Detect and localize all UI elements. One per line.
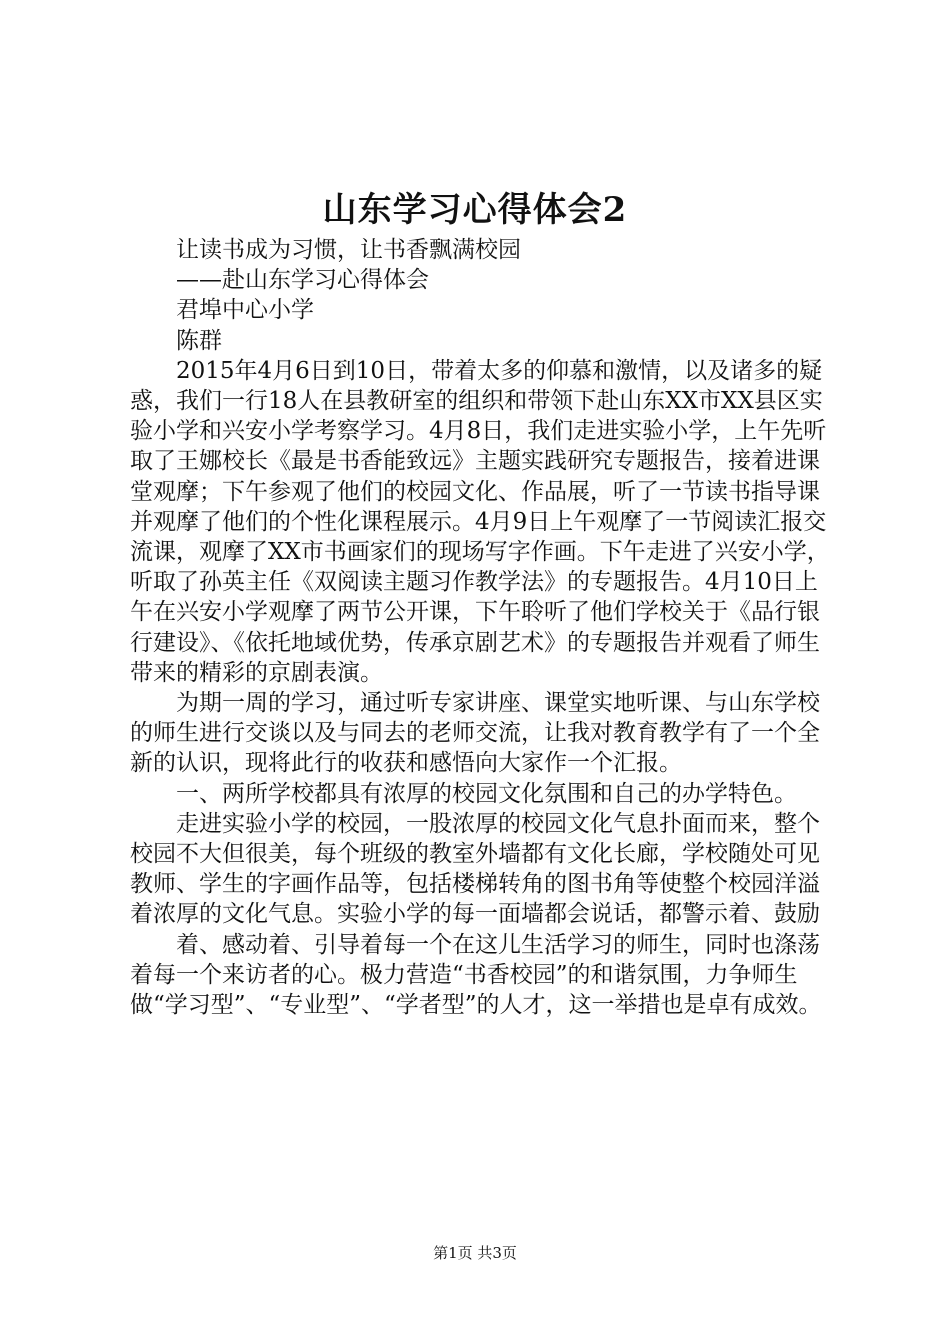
document-title: 山东学习心得体会2 [322, 190, 628, 230]
author-name: 陈群 [176, 327, 222, 354]
body-paragraph: 2015年4月6日到10日，带着太多的仰慕和激情，以及诸多的疑惑，我们一行18人在县教研室的组织和带领下赴山东XX市XX县区实验小学和兴安小学考察学习。4月8日，我们走进实验小学，上午先听取了王娜校长《最是书香能致远》主题实践研究专题报告，接着进课堂观摩；下午参观了他们的校园文化、作品展，听了一节读书指导课并观摩了他们的个性化课程展示。4月9日上午观摩了一节阅读汇报交流课，观摩了XX市书画家们的现场写字作画。下午走进了兴安小学，听取了孙英主任《双阅读主题习作教学法》的专题报告。4月10日上午在兴安小学观摩了两节公开课，下午聆听了他们学校关于《品行银行建设》、《依托地域优势，传承京剧艺术》的专题报告并观看了师生带来的精彩的京剧表演。 [130, 357, 830, 686]
school-name: 君埠中心小学 [176, 297, 314, 324]
section-heading: 一、两所学校都具有浓厚的校园文化氛围和自己的办学特色。 [176, 780, 797, 807]
page-footer: 第1页 共3页 [433, 1244, 517, 1262]
body-paragraph: 为期一周的学习，通过听专家讲座、课堂实地听课、与山东学校的师生进行交谈以及与同去的老师交流，让我对教育教学有了一个全新的认识，现将此行的收获和感悟向大家作一个汇报。 [130, 690, 820, 777]
document-body [130, 235, 830, 1020]
subtitle-line: 让读书成为习惯，让书香飘满校园 [176, 237, 521, 263]
body-paragraph: 着、感动着、引导着每一个在这儿生活学习的师生，同时也涤荡着每一个来访者的心。极力营造“书香校园”的和谐氛围，力争师生做“学习型”、“专业型”、“学者型”的人才，这一举措也是卓有成效。 [130, 931, 822, 1019]
subtitle-sub-line: ——赴山东学习心得体会 [176, 267, 429, 294]
body-paragraph: 走进实验小学的校园，一股浓厚的校园文化气息扑面而来，整个校园不大但很美，每个班级的教室外墙都有文化长廊，学校随处可见教师、学生的字画作品等，包括楼梯转角的图书角等使整个校园洋溢着浓厚的文化气息。实验小学的每一面墙都会说话，都警示着、鼓励 [130, 810, 820, 928]
